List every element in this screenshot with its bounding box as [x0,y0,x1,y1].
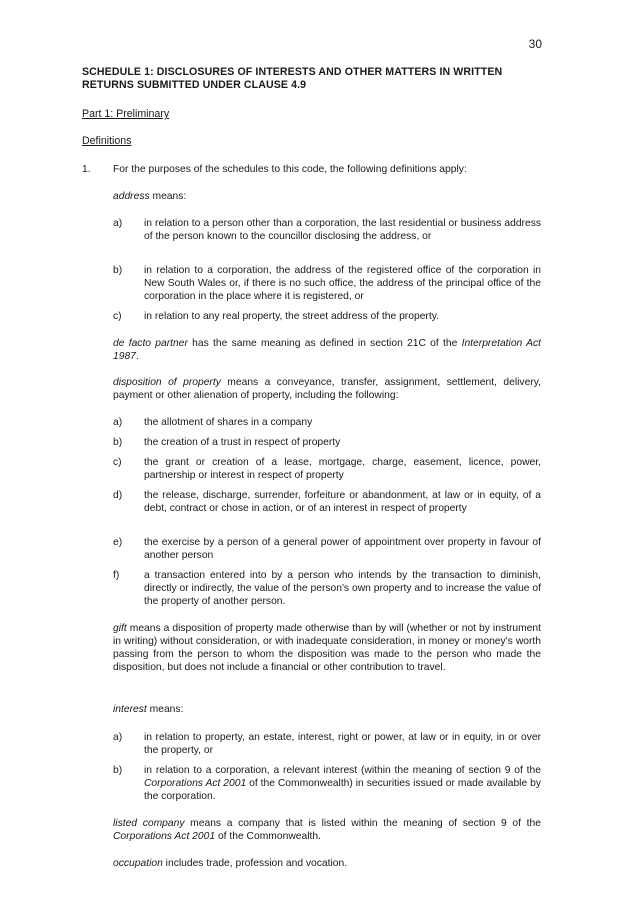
item-label: a) [113,218,123,229]
act-name: Corporations Act 2001 [113,831,216,842]
item-text: in relation to a corporation, the address of the registered office of the corporation in New South Wales or, if there is no such office, the address of the principal office of the corporation in the place where it is registered, or [144,265,541,302]
term-disposition-of-property: disposition of property [113,377,221,388]
schedule-heading: SCHEDULE 1: DISCLOSURES OF INTERESTS AND OTHER MATTERS IN WRITTEN RETURNS SUBMITTED UNDER CLAUSE 4.9 [82,66,503,91]
interest-b-pre: in relation to a corporation, a relevant interest (within the meaning of section 9 of the [144,765,541,776]
item-text: in relation to any real property, the street address of the property. [144,311,439,322]
clause-text: For the purposes of the schedules to this code, the following definitions apply: [113,164,467,175]
item-text: the allotment of shares in a company [144,417,313,428]
term-occupation: occupation [113,858,163,869]
interest-rest: means: [146,704,184,715]
part-title: Part 1: Preliminary [82,108,170,120]
listed-company-rest: means a company that is listed within the meaning of section 9 of the [184,818,541,829]
item-label: a) [113,417,123,428]
item-text: in relation to property, an estate, interest, right or power, at law or in equity, in or over the property, or [144,732,541,756]
term-listed-company: listed company [113,818,185,829]
item-label: f) [113,570,120,581]
occupation-rest: includes trade, profession and vocation. [162,858,348,869]
address-rest: means: [149,191,187,202]
item-text: the grant or creation of a lease, mortgage, charge, easement, licence, power, partnership or interest in respect of property [144,457,541,481]
item-label: c) [113,457,122,468]
listed-company-end: of the Commonwealth. [215,831,321,842]
act-name: Corporations Act 2001 [144,778,247,789]
clause-number: 1. [82,164,91,175]
item-label: c) [113,311,122,322]
definition-de-facto-partner [113,337,541,363]
definition-address [113,190,541,203]
definition-listed-company [113,817,541,843]
item-text: the exercise by a person of a general power of appointment over property in favour of another person [144,537,541,561]
item-text: a transaction entered into by a person who intends by the transaction to diminish, directly or indirectly, the value of the person's own property and to increase the value of the property of another person. [144,570,541,607]
gift-rest: means a disposition of property made otherwise than by will (whether or not by instrument in writing) without consideration, or with inadequate consideration, in money or money's worth passing from the person to whom the disposition was made to the person who made the disposition, but does not include a financial or other contribution to travel. [113,623,541,673]
act-name: Interpretation Act 1987 [113,338,542,362]
term-de-facto-partner: de facto partner [113,338,188,349]
item-text: in relation to a person other than a corporation, the last residential or business address of the person known to the councillor disclosing the address, or [144,218,541,242]
definition-occupation [113,857,541,870]
definition-gift [113,622,541,674]
page-number: 30 [528,37,542,51]
item-label: b) [113,437,123,448]
item-text: the release, discharge, surrender, forfeiture or abandonment, at law or in equity, of a debt, contract or chose in action, or of an interest in respect of property [144,490,541,514]
term-address: address [113,191,150,202]
disposition-rest: means a conveyance, transfer, assignment, settlement, delivery, payment or other alienation of property, including the following: [113,377,541,401]
definition-disposition-of-property [113,376,541,402]
item-label: b) [113,265,123,276]
de-facto-end: . [135,351,139,362]
interest-b-post: of the Commonwealth) in securities issued or made available by the corporation. [144,778,541,802]
definition-interest [113,703,541,716]
item-label: b) [113,765,123,776]
term-interest: interest [113,704,147,715]
term-gift: gift [113,623,127,634]
item-label: d) [113,490,123,501]
definitions-title: Definitions [82,135,132,147]
item-text: the creation of a trust in respect of property [144,437,341,448]
item-label: e) [113,537,123,548]
de-facto-rest: has the same meaning as defined in section 21C of the [187,338,462,349]
item-label: a) [113,732,123,743]
item-text [144,764,541,803]
